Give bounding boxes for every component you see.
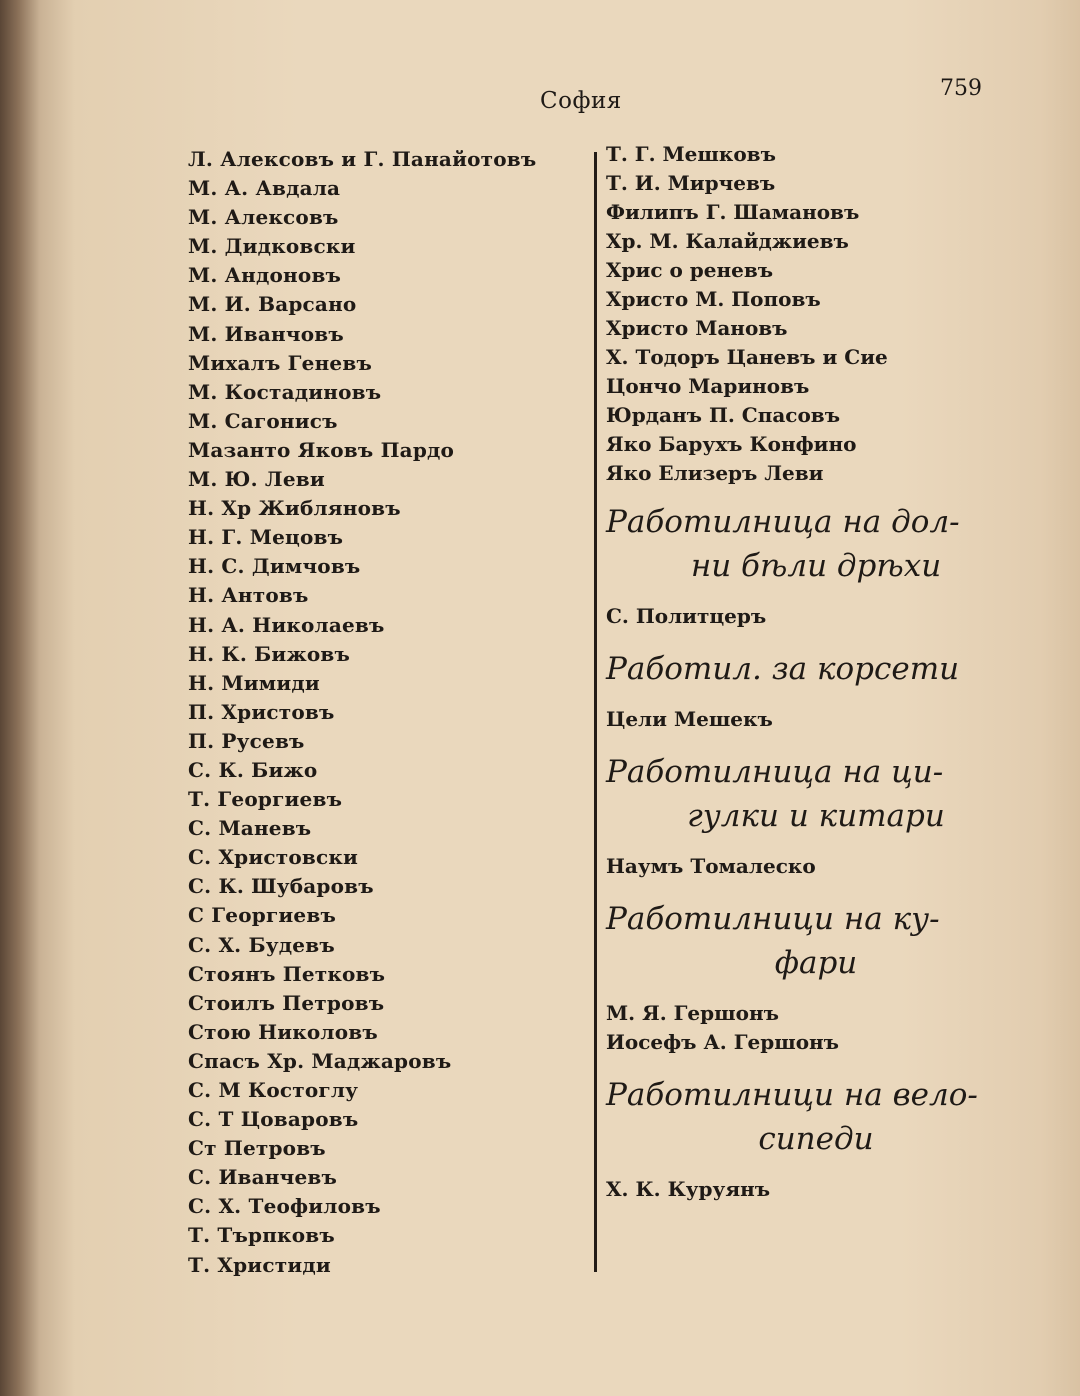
list-item: С. Маневъ [188,816,312,841]
list-item: М. И. Варсано [188,292,357,317]
list-item: С. М Костоглу [188,1078,359,1102]
list-item: М. Андоновъ [188,263,342,288]
list-item: М. А. Авдала [188,176,341,201]
list-item: Л. Алексовъ и Г. Панайотовъ [188,147,537,171]
list-item: Н. А. Николаевъ [188,612,385,637]
list-item: Юрданъ П. Спасовъ [606,403,841,427]
section-heading-line: сипеди [758,1121,874,1157]
list-item: Мазанто Яковъ Пардо [188,437,455,462]
section-heading [606,500,1026,588]
section-heading [606,750,1026,838]
list-item: Яко Елизеръ Леви [606,461,824,485]
section-heading-line: Работилници на ку- [606,901,940,937]
right-column [606,140,1026,1204]
list-item: П. Христовъ [188,699,335,724]
list-item: Филипъ Г. Шамановъ [606,200,860,224]
list-item: Цели Мешекъ [606,707,773,731]
list-item: Стою Николовъ [188,1019,378,1044]
list-item: М. Я. Гершонъ [606,1001,779,1025]
section-heading [606,897,1026,985]
list-item: С. К. Бижо [188,757,318,782]
list-item: Т. Търпковъ [188,1223,335,1248]
list-item: Х. К. Куруянъ [606,1177,771,1201]
section-heading-line: Работилница на дол- [606,504,960,540]
list-item: Х. Тодоръ Цаневъ и Сие [606,345,888,369]
list-item: Ст Петровъ [188,1136,326,1161]
section-heading-line: фари [774,945,858,981]
list-item: М. Алексовъ [188,205,339,230]
list-item: Н. Г. Мецовъ [188,525,344,550]
list-item: С. Политцеръ [606,604,767,628]
list-item: П. Русевъ [188,728,305,753]
list-item: Т. Г. Мешковъ [606,142,776,166]
section-heading-line: гулки и китари [687,798,945,834]
list-item: Хр. М. Калайджиевъ [606,229,849,253]
list-item: С. Христовски [188,845,359,870]
section-heading-line: Работилница на ци- [606,754,944,790]
list-item: С. Х. Теофиловъ [188,1194,381,1219]
list-item: Т. Георгиевъ [188,787,343,812]
list-item: Михалъ Геневъ [188,350,372,375]
list-item: Христо Мановъ [606,316,788,340]
list-item: С. Т Цоваровъ [188,1107,359,1132]
list-item: С. К. Шубаровъ [188,874,374,899]
list-item: С. Х. Будевъ [188,932,335,957]
list-item: М. Иванчовъ [188,321,344,346]
list-item: Стоилъ Петровъ [188,990,385,1015]
section-heading-line: Работилници на вело- [606,1077,978,1113]
list-item: Яко Барухъ Конфино [606,432,857,456]
list-item: С. Иванчевъ [188,1165,338,1190]
column-divider [594,152,597,1272]
list-item: Спасъ Хр. Маджаровъ [188,1048,452,1073]
list-item: Т. Христиди [188,1252,331,1277]
list-item: Н. Антовъ [188,583,309,608]
list-item: М. Сагонисъ [188,408,338,433]
list-item: Хрис о реневъ [606,258,774,282]
list-item: Иосефъ А. Гершонъ [606,1030,840,1054]
list-item: С Георгиевъ [188,903,336,928]
list-item: Наумъ Томалеско [606,854,816,878]
section-heading-line: ни бѣли дрѣхи [690,548,942,584]
page-number: 759 [940,76,982,101]
list-item: Т. И. Мирчевъ [606,171,776,195]
list-item: Стоянъ Петковъ [188,961,386,986]
list-item: Н. Хр Жибляновъ [188,496,401,521]
list-item: М. Ю. Леви [188,467,325,492]
section-heading-line: Работил. за корсети [606,651,960,687]
list-item: Христо М. Поповъ [606,287,821,311]
left-column [188,145,588,1280]
section-heading [606,647,1026,691]
list-item: М. Дидковски [188,234,356,259]
section-heading [606,1073,1026,1161]
list-item: Цончо Мариновъ [606,374,810,398]
page-title: София [540,88,622,114]
list-item: М. Костадиновъ [188,379,382,404]
list-item: Н. Мимиди [188,670,320,695]
list-item: Н. С. Димчовъ [188,554,361,579]
running-head [0,76,1080,124]
list-item: Н. К. Бижовъ [188,641,351,666]
